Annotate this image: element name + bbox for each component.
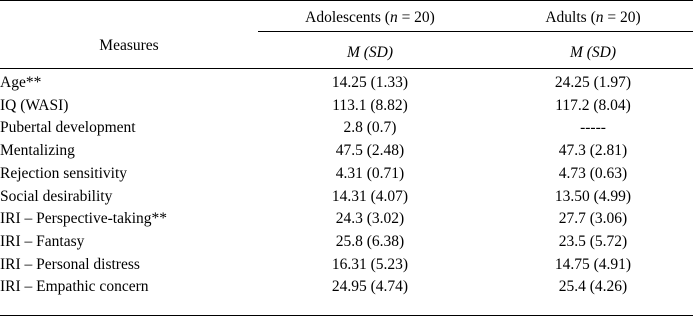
row-adults-value: 14.75 (4.91) [554, 255, 632, 273]
row-measure: Social desirability [0, 187, 113, 205]
row-adults-value: 47.3 (2.81) [558, 142, 628, 160]
row-adults-value: 23.5 (5.72) [558, 232, 628, 250]
header-adults-suffix: = 20) [603, 9, 641, 26]
top-rule [0, 0, 693, 1]
header-adults-n: n [595, 9, 604, 26]
header-measures: Measures [99, 37, 159, 54]
row-adolescents-value: 24.3 (3.02) [335, 210, 405, 228]
row-adults-value: 24.25 (1.97) [554, 74, 632, 91]
row-measure: IRI – Empathic concern [0, 278, 149, 296]
header-adolescents-prefix: Adolescents ( [305, 9, 390, 26]
header-adolescents-suffix: = 20) [397, 9, 435, 26]
row-adolescents-value: 16.31 (5.23) [331, 255, 409, 273]
row-measure: IRI – Perspective-taking** [0, 210, 168, 228]
row-measure: IRI – Personal distress [0, 255, 140, 273]
row-adolescents-value: 113.1 (8.82) [332, 96, 408, 114]
row-measure: Age** [0, 74, 42, 91]
row-adolescents-value: 24.95 (4.74) [331, 278, 409, 296]
row-adolescents-value: 25.8 (6.38) [335, 232, 405, 250]
row-measure: IRI – Fantasy [0, 232, 85, 250]
header-bottom-rule [0, 68, 693, 69]
row-measure: IQ (WASI) [0, 96, 69, 114]
row-adults-value: 13.50 (4.99) [554, 187, 632, 205]
header-adults-prefix: Adults ( [545, 9, 596, 26]
row-adolescents-value: 14.31 (4.07) [331, 187, 409, 205]
row-measure: Pubertal development [0, 119, 136, 137]
header-adolescents [270, 9, 470, 27]
header-adults [493, 9, 693, 27]
row-adults-value: 4.73 (0.63) [558, 164, 628, 182]
row-adolescents-value: 2.8 (0.7) [343, 119, 397, 137]
header-adolescents-n: n [389, 9, 398, 26]
row-adolescents-value: 4.31 (0.71) [335, 164, 405, 182]
group-header-rule [258, 31, 693, 32]
bottom-rule [0, 315, 693, 316]
row-adults-value: 117.2 (8.04) [555, 96, 631, 114]
row-adults-value: ----- [580, 119, 606, 137]
row-adolescents-value: 47.5 (2.48) [335, 142, 405, 160]
row-adults-value: 27.7 (3.06) [558, 210, 628, 228]
header-stat-adults: M (SD) [569, 44, 617, 61]
row-adults-value: 25.4 (4.26) [558, 278, 628, 296]
header-stat-adolescents: M (SD) [346, 44, 394, 61]
row-adolescents-value: 14.25 (1.33) [331, 74, 409, 91]
row-measure: Rejection sensitivity [0, 164, 127, 182]
row-measure: Mentalizing [0, 142, 75, 160]
